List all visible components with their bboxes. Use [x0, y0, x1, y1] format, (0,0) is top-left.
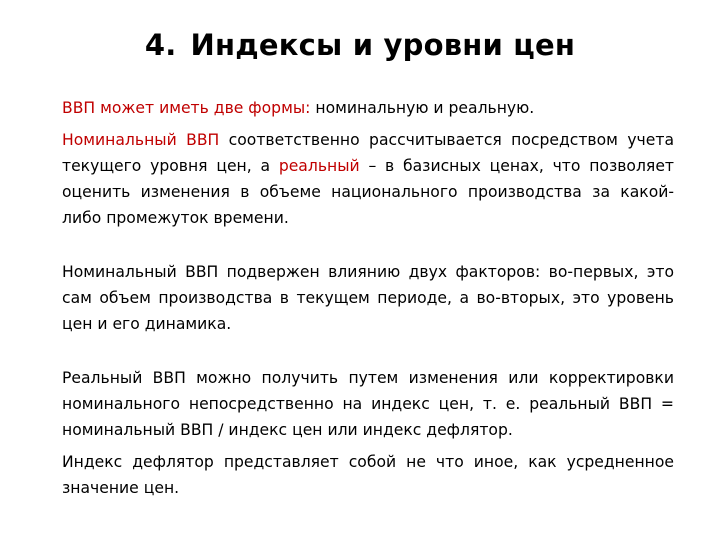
definition-text-2: – в базисных ценах, что позволяет оценить изменения в объеме национального производства за какой-либо промежуток времени.	[62, 157, 674, 227]
term-nominal-gdp: Номинальный ВВП	[62, 131, 220, 149]
slide-title	[0, 28, 720, 62]
term-real: реальный	[278, 157, 360, 175]
title-text: Индексы и уровни цен	[190, 28, 576, 62]
title-number: 4.	[144, 28, 177, 62]
paragraph-nominal-factors: Номинальный ВВП подвержен влиянию двух факторов: во-первых, это сам объем производства в текущем периоде, а во-вторых, это уровень цен и его динамика.	[62, 263, 674, 333]
paragraph-deflator-index: Индекс дефлятор представляет собой не что иное, как усредненное значение цен.	[62, 453, 674, 497]
definition-text-1: соответственно рассчитывается посредством учета текущего уровня цен, а	[62, 131, 674, 175]
gdp-forms-lead: ВВП может иметь две формы:	[62, 99, 311, 117]
slide-body	[62, 95, 674, 501]
paragraph-nominal-real-definition	[62, 127, 674, 231]
gdp-forms-rest: номинальную и реальную.	[310, 99, 535, 117]
paragraph-gdp-forms	[62, 95, 674, 121]
paragraph-real-gdp-formula: Реальный ВВП можно получить путем изменения или корректировки номинального непосредственно на индекс цен, т. е. реальный ВВП = номинальный ВВП / индекс цен или индекс дефлятор.	[62, 369, 674, 439]
